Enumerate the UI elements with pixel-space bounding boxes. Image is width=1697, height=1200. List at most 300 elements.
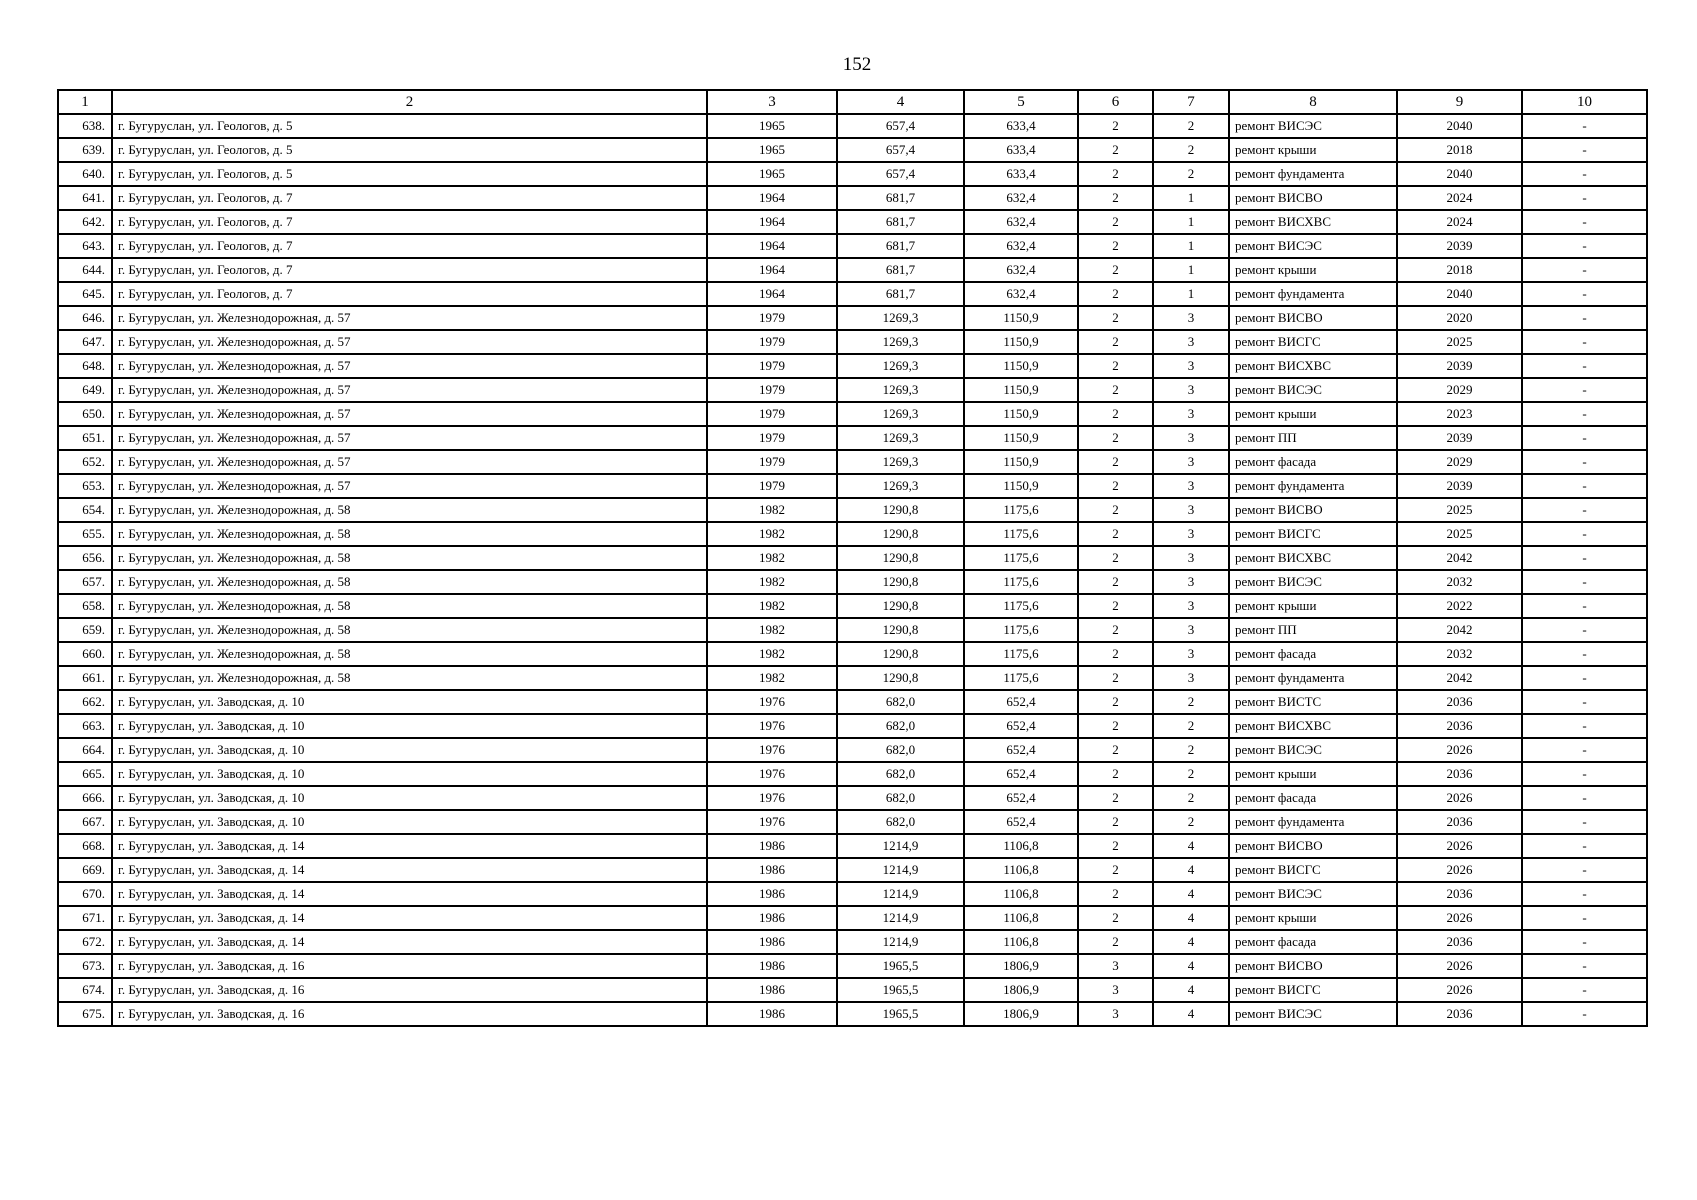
year-built: 1979	[707, 426, 837, 450]
total-area: 681,7	[837, 234, 964, 258]
entrances: 3	[1153, 474, 1229, 498]
living-area: 633,4	[964, 114, 1078, 138]
table-row	[58, 186, 1647, 210]
note: -	[1522, 186, 1647, 210]
living-area: 652,4	[964, 810, 1078, 834]
work-type: ремонт фундамента	[1229, 282, 1397, 306]
row-number: 641.	[58, 186, 112, 210]
note: -	[1522, 666, 1647, 690]
work-type: ремонт ВИСХВС	[1229, 354, 1397, 378]
table-row	[58, 282, 1647, 306]
work-type: ремонт фундамента	[1229, 810, 1397, 834]
note: -	[1522, 618, 1647, 642]
address: г. Бугуруслан, ул. Геологов, д. 5	[112, 162, 707, 186]
work-type: ремонт ВИСГС	[1229, 858, 1397, 882]
floors: 2	[1078, 642, 1153, 666]
planned-year: 2020	[1397, 306, 1522, 330]
living-area: 652,4	[964, 786, 1078, 810]
work-type: ремонт ВИСВО	[1229, 186, 1397, 210]
year-built: 1979	[707, 402, 837, 426]
entrances: 2	[1153, 762, 1229, 786]
table-row	[58, 762, 1647, 786]
table-row	[58, 882, 1647, 906]
note: -	[1522, 282, 1647, 306]
work-type: ремонт ВИСГС	[1229, 522, 1397, 546]
year-built: 1982	[707, 594, 837, 618]
floors: 2	[1078, 186, 1153, 210]
living-area: 1150,9	[964, 426, 1078, 450]
work-type: ремонт фасада	[1229, 786, 1397, 810]
work-type: ремонт крыши	[1229, 138, 1397, 162]
planned-year: 2026	[1397, 738, 1522, 762]
note: -	[1522, 714, 1647, 738]
entrances: 4	[1153, 930, 1229, 954]
address: г. Бугуруслан, ул. Железнодорожная, д. 57	[112, 426, 707, 450]
table-row	[58, 210, 1647, 234]
planned-year: 2032	[1397, 642, 1522, 666]
row-number: 644.	[58, 258, 112, 282]
table-row	[58, 642, 1647, 666]
column-header: 7	[1153, 90, 1229, 114]
note: -	[1522, 330, 1647, 354]
planned-year: 2039	[1397, 234, 1522, 258]
entrances: 3	[1153, 498, 1229, 522]
row-number: 639.	[58, 138, 112, 162]
total-area: 1290,8	[837, 570, 964, 594]
planned-year: 2018	[1397, 138, 1522, 162]
work-type: ремонт ВИСГС	[1229, 330, 1397, 354]
year-built: 1982	[707, 522, 837, 546]
living-area: 1806,9	[964, 954, 1078, 978]
row-number: 646.	[58, 306, 112, 330]
entrances: 2	[1153, 714, 1229, 738]
work-type: ремонт фундамента	[1229, 162, 1397, 186]
floors: 2	[1078, 162, 1153, 186]
entrances: 3	[1153, 522, 1229, 546]
floors: 2	[1078, 882, 1153, 906]
row-number: 670.	[58, 882, 112, 906]
note: -	[1522, 474, 1647, 498]
total-area: 1290,8	[837, 594, 964, 618]
note: -	[1522, 450, 1647, 474]
year-built: 1979	[707, 474, 837, 498]
planned-year: 2036	[1397, 930, 1522, 954]
year-built: 1982	[707, 570, 837, 594]
work-type: ремонт крыши	[1229, 762, 1397, 786]
address: г. Бугуруслан, ул. Заводская, д. 10	[112, 714, 707, 738]
note: -	[1522, 354, 1647, 378]
row-number: 657.	[58, 570, 112, 594]
table-row	[58, 714, 1647, 738]
column-header: 2	[112, 90, 707, 114]
planned-year: 2026	[1397, 858, 1522, 882]
note: -	[1522, 786, 1647, 810]
row-number: 664.	[58, 738, 112, 762]
row-number: 638.	[58, 114, 112, 138]
year-built: 1979	[707, 378, 837, 402]
column-header: 3	[707, 90, 837, 114]
floors: 2	[1078, 258, 1153, 282]
work-type: ремонт ВИСВО	[1229, 306, 1397, 330]
address: г. Бугуруслан, ул. Железнодорожная, д. 58	[112, 594, 707, 618]
floors: 2	[1078, 498, 1153, 522]
total-area: 1269,3	[837, 306, 964, 330]
note: -	[1522, 258, 1647, 282]
entrances: 3	[1153, 450, 1229, 474]
floors: 2	[1078, 114, 1153, 138]
table-row	[58, 666, 1647, 690]
work-type: ремонт фасада	[1229, 642, 1397, 666]
entrances: 2	[1153, 738, 1229, 762]
year-built: 1986	[707, 954, 837, 978]
total-area: 1965,5	[837, 978, 964, 1002]
entrances: 3	[1153, 354, 1229, 378]
year-built: 1964	[707, 282, 837, 306]
note: -	[1522, 834, 1647, 858]
year-built: 1982	[707, 498, 837, 522]
year-built: 1986	[707, 930, 837, 954]
total-area: 1214,9	[837, 858, 964, 882]
year-built: 1982	[707, 642, 837, 666]
address: г. Бугуруслан, ул. Железнодорожная, д. 57	[112, 474, 707, 498]
total-area: 682,0	[837, 738, 964, 762]
planned-year: 2040	[1397, 282, 1522, 306]
planned-year: 2024	[1397, 186, 1522, 210]
row-number: 665.	[58, 762, 112, 786]
table-row	[58, 1002, 1647, 1026]
table-row	[58, 234, 1647, 258]
note: -	[1522, 570, 1647, 594]
entrances: 3	[1153, 378, 1229, 402]
note: -	[1522, 210, 1647, 234]
note: -	[1522, 162, 1647, 186]
work-type: ремонт крыши	[1229, 258, 1397, 282]
entrances: 4	[1153, 1002, 1229, 1026]
floors: 2	[1078, 378, 1153, 402]
table-row	[58, 354, 1647, 378]
total-area: 657,4	[837, 138, 964, 162]
floors: 2	[1078, 666, 1153, 690]
table-row	[58, 954, 1647, 978]
entrances: 4	[1153, 858, 1229, 882]
living-area: 1175,6	[964, 570, 1078, 594]
entrances: 4	[1153, 906, 1229, 930]
total-area: 1290,8	[837, 546, 964, 570]
address: г. Бугуруслан, ул. Заводская, д. 14	[112, 858, 707, 882]
work-type: ремонт ВИСВО	[1229, 498, 1397, 522]
total-area: 1965,5	[837, 954, 964, 978]
work-type: ремонт ПП	[1229, 426, 1397, 450]
total-area: 1214,9	[837, 834, 964, 858]
note: -	[1522, 234, 1647, 258]
column-header: 1	[58, 90, 112, 114]
entrances: 4	[1153, 954, 1229, 978]
total-area: 657,4	[837, 162, 964, 186]
note: -	[1522, 306, 1647, 330]
address: г. Бугуруслан, ул. Заводская, д. 16	[112, 954, 707, 978]
address: г. Бугуруслан, ул. Заводская, д. 14	[112, 882, 707, 906]
note: -	[1522, 738, 1647, 762]
living-area: 633,4	[964, 162, 1078, 186]
table-row	[58, 474, 1647, 498]
total-area: 1214,9	[837, 906, 964, 930]
address: г. Бугуруслан, ул. Геологов, д. 7	[112, 282, 707, 306]
year-built: 1965	[707, 138, 837, 162]
total-area: 682,0	[837, 714, 964, 738]
living-area: 1106,8	[964, 906, 1078, 930]
work-type: ремонт крыши	[1229, 594, 1397, 618]
planned-year: 2042	[1397, 618, 1522, 642]
floors: 2	[1078, 450, 1153, 474]
row-number: 643.	[58, 234, 112, 258]
planned-year: 2018	[1397, 258, 1522, 282]
work-type: ремонт ВИСГС	[1229, 978, 1397, 1002]
page-number: 152	[842, 54, 872, 75]
planned-year: 2036	[1397, 690, 1522, 714]
planned-year: 2040	[1397, 162, 1522, 186]
living-area: 652,4	[964, 690, 1078, 714]
planned-year: 2029	[1397, 450, 1522, 474]
row-number: 669.	[58, 858, 112, 882]
address: г. Бугуруслан, ул. Геологов, д. 7	[112, 258, 707, 282]
address: г. Бугуруслан, ул. Железнодорожная, д. 58	[112, 498, 707, 522]
work-type: ремонт крыши	[1229, 402, 1397, 426]
floors: 2	[1078, 690, 1153, 714]
entrances: 3	[1153, 426, 1229, 450]
row-number: 661.	[58, 666, 112, 690]
note: -	[1522, 522, 1647, 546]
table-row	[58, 546, 1647, 570]
note: -	[1522, 954, 1647, 978]
table-row	[58, 858, 1647, 882]
table-row	[58, 498, 1647, 522]
year-built: 1982	[707, 546, 837, 570]
year-built: 1964	[707, 258, 837, 282]
floors: 2	[1078, 354, 1153, 378]
living-area: 1106,8	[964, 834, 1078, 858]
table-row	[58, 114, 1647, 138]
total-area: 1269,3	[837, 426, 964, 450]
note: -	[1522, 906, 1647, 930]
row-number: 653.	[58, 474, 112, 498]
planned-year: 2039	[1397, 354, 1522, 378]
living-area: 1175,6	[964, 594, 1078, 618]
floors: 3	[1078, 954, 1153, 978]
year-built: 1964	[707, 210, 837, 234]
address: г. Бугуруслан, ул. Железнодорожная, д. 58	[112, 618, 707, 642]
year-built: 1976	[707, 786, 837, 810]
floors: 2	[1078, 906, 1153, 930]
work-type: ремонт фундамента	[1229, 666, 1397, 690]
address: г. Бугуруслан, ул. Железнодорожная, д. 58	[112, 642, 707, 666]
living-area: 652,4	[964, 762, 1078, 786]
year-built: 1986	[707, 882, 837, 906]
column-header: 5	[964, 90, 1078, 114]
living-area: 1106,8	[964, 858, 1078, 882]
address: г. Бугуруслан, ул. Железнодорожная, д. 58	[112, 546, 707, 570]
planned-year: 2040	[1397, 114, 1522, 138]
floors: 2	[1078, 762, 1153, 786]
living-area: 1175,6	[964, 546, 1078, 570]
address: г. Бугуруслан, ул. Железнодорожная, д. 57	[112, 402, 707, 426]
row-number: 673.	[58, 954, 112, 978]
planned-year: 2036	[1397, 762, 1522, 786]
planned-year: 2036	[1397, 810, 1522, 834]
work-type: ремонт ВИСХВС	[1229, 714, 1397, 738]
address: г. Бугуруслан, ул. Геологов, д. 5	[112, 114, 707, 138]
note: -	[1522, 114, 1647, 138]
note: -	[1522, 426, 1647, 450]
year-built: 1979	[707, 330, 837, 354]
year-built: 1986	[707, 834, 837, 858]
total-area: 1269,3	[837, 402, 964, 426]
planned-year: 2023	[1397, 402, 1522, 426]
entrances: 3	[1153, 666, 1229, 690]
address: г. Бугуруслан, ул. Заводская, д. 16	[112, 978, 707, 1002]
planned-year: 2025	[1397, 498, 1522, 522]
living-area: 1806,9	[964, 1002, 1078, 1026]
total-area: 1965,5	[837, 1002, 964, 1026]
note: -	[1522, 378, 1647, 402]
entrances: 3	[1153, 546, 1229, 570]
floors: 2	[1078, 546, 1153, 570]
floors: 2	[1078, 570, 1153, 594]
year-built: 1964	[707, 186, 837, 210]
row-number: 650.	[58, 402, 112, 426]
address: г. Бугуруслан, ул. Заводская, д. 14	[112, 930, 707, 954]
living-area: 632,4	[964, 234, 1078, 258]
total-area: 1214,9	[837, 882, 964, 906]
living-area: 652,4	[964, 738, 1078, 762]
total-area: 682,0	[837, 810, 964, 834]
entrances: 3	[1153, 402, 1229, 426]
note: -	[1522, 498, 1647, 522]
address: г. Бугуруслан, ул. Заводская, д. 10	[112, 810, 707, 834]
work-type: ремонт ВИСВО	[1229, 834, 1397, 858]
work-type: ремонт ВИСЭС	[1229, 738, 1397, 762]
row-number: 656.	[58, 546, 112, 570]
address: г. Бугуруслан, ул. Заводская, д. 14	[112, 834, 707, 858]
row-number: 652.	[58, 450, 112, 474]
work-type: ремонт ВИСЭС	[1229, 1002, 1397, 1026]
year-built: 1979	[707, 306, 837, 330]
table-row	[58, 522, 1647, 546]
row-number: 667.	[58, 810, 112, 834]
total-area: 1290,8	[837, 618, 964, 642]
address: г. Бугуруслан, ул. Железнодорожная, д. 57	[112, 330, 707, 354]
note: -	[1522, 690, 1647, 714]
floors: 2	[1078, 858, 1153, 882]
floors: 2	[1078, 618, 1153, 642]
planned-year: 2036	[1397, 1002, 1522, 1026]
row-number: 674.	[58, 978, 112, 1002]
entrances: 1	[1153, 234, 1229, 258]
column-header: 8	[1229, 90, 1397, 114]
row-number: 671.	[58, 906, 112, 930]
address: г. Бугуруслан, ул. Заводская, д. 10	[112, 786, 707, 810]
living-area: 1150,9	[964, 378, 1078, 402]
address: г. Бугуруслан, ул. Заводская, д. 10	[112, 762, 707, 786]
note: -	[1522, 138, 1647, 162]
living-area: 632,4	[964, 258, 1078, 282]
living-area: 633,4	[964, 138, 1078, 162]
entrances: 4	[1153, 834, 1229, 858]
planned-year: 2032	[1397, 570, 1522, 594]
entrances: 4	[1153, 978, 1229, 1002]
floors: 3	[1078, 1002, 1153, 1026]
total-area: 682,0	[837, 786, 964, 810]
row-number: 640.	[58, 162, 112, 186]
floors: 2	[1078, 282, 1153, 306]
table-row	[58, 810, 1647, 834]
table-row	[58, 306, 1647, 330]
entrances: 2	[1153, 786, 1229, 810]
row-number: 649.	[58, 378, 112, 402]
address: г. Бугуруслан, ул. Железнодорожная, д. 57	[112, 378, 707, 402]
row-number: 666.	[58, 786, 112, 810]
row-number: 642.	[58, 210, 112, 234]
work-type: ремонт ВИСЭС	[1229, 378, 1397, 402]
total-area: 1269,3	[837, 474, 964, 498]
living-area: 632,4	[964, 282, 1078, 306]
entrances: 1	[1153, 210, 1229, 234]
planned-year: 2042	[1397, 666, 1522, 690]
planned-year: 2022	[1397, 594, 1522, 618]
address: г. Бугуруслан, ул. Геологов, д. 7	[112, 186, 707, 210]
column-header: 9	[1397, 90, 1522, 114]
living-area: 632,4	[964, 186, 1078, 210]
year-built: 1986	[707, 1002, 837, 1026]
address: г. Бугуруслан, ул. Геологов, д. 7	[112, 210, 707, 234]
planned-year: 2042	[1397, 546, 1522, 570]
note: -	[1522, 810, 1647, 834]
address: г. Бугуруслан, ул. Заводская, д. 10	[112, 690, 707, 714]
row-number: 672.	[58, 930, 112, 954]
year-built: 1976	[707, 714, 837, 738]
entrances: 3	[1153, 618, 1229, 642]
floors: 2	[1078, 306, 1153, 330]
entrances: 1	[1153, 282, 1229, 306]
note: -	[1522, 978, 1647, 1002]
living-area: 1806,9	[964, 978, 1078, 1002]
planned-year: 2039	[1397, 474, 1522, 498]
table-body	[58, 114, 1647, 1026]
year-built: 1979	[707, 354, 837, 378]
living-area: 1150,9	[964, 330, 1078, 354]
entrances: 3	[1153, 306, 1229, 330]
total-area: 1290,8	[837, 522, 964, 546]
living-area: 1175,6	[964, 618, 1078, 642]
work-type: ремонт фасада	[1229, 450, 1397, 474]
total-area: 1290,8	[837, 498, 964, 522]
living-area: 1150,9	[964, 474, 1078, 498]
table-row	[58, 594, 1647, 618]
total-area: 681,7	[837, 258, 964, 282]
note: -	[1522, 762, 1647, 786]
address: г. Бугуруслан, ул. Геологов, д. 5	[112, 138, 707, 162]
floors: 2	[1078, 138, 1153, 162]
floors: 2	[1078, 402, 1153, 426]
work-type: ремонт ВИСХВС	[1229, 546, 1397, 570]
entrances: 4	[1153, 882, 1229, 906]
column-header: 4	[837, 90, 964, 114]
table-row	[58, 786, 1647, 810]
work-type: ремонт ВИСВО	[1229, 954, 1397, 978]
table-row	[58, 906, 1647, 930]
total-area: 1269,3	[837, 378, 964, 402]
entrances: 2	[1153, 114, 1229, 138]
total-area: 1269,3	[837, 354, 964, 378]
